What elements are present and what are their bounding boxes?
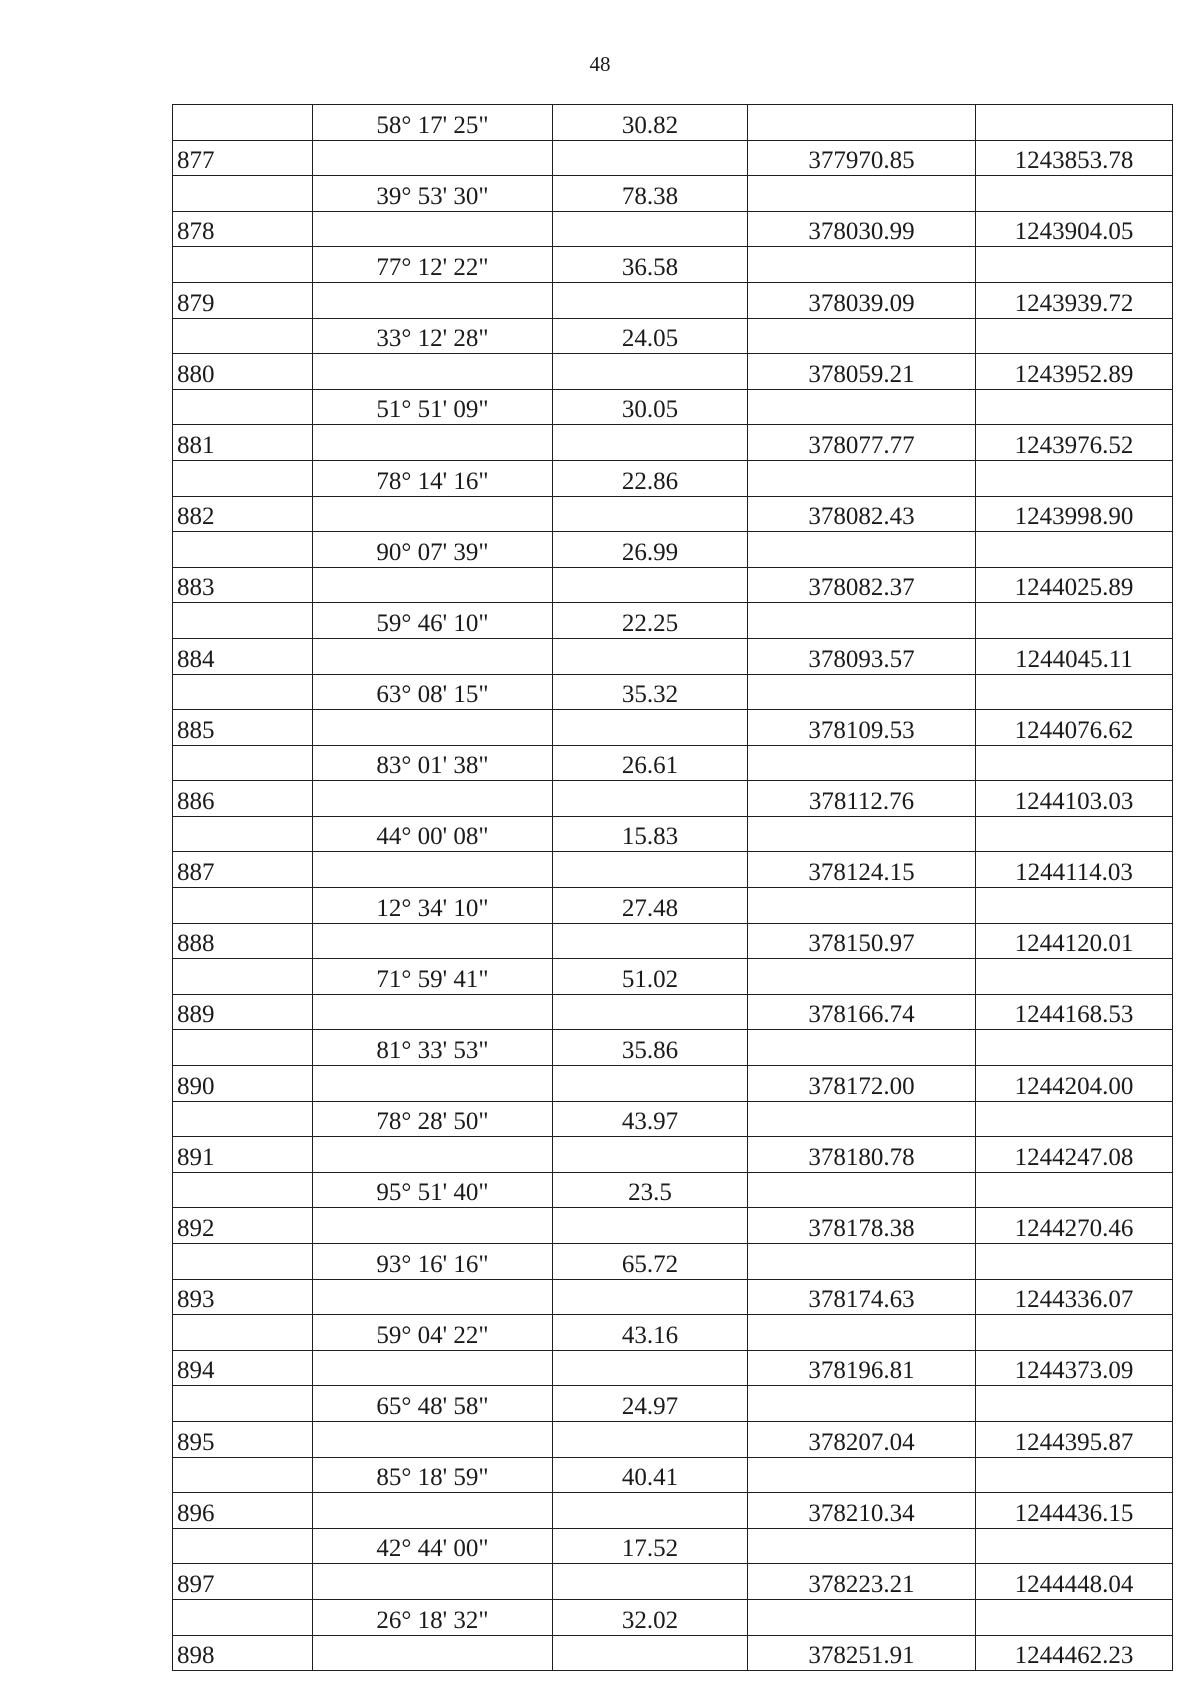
northing-cell: [976, 532, 1173, 568]
easting-cell: 378030.99: [748, 211, 976, 247]
easting-cell: 378082.37: [748, 567, 976, 603]
station-cell: [173, 1244, 313, 1280]
northing-cell: 1244025.89: [976, 567, 1173, 603]
bearing-angle-cell: 42° 44' 00": [313, 1528, 553, 1564]
northing-cell: [976, 1315, 1173, 1351]
distance-cell: 43.16: [553, 1315, 748, 1351]
bearing-angle-cell: [313, 781, 553, 817]
easting-cell: [748, 674, 976, 710]
leg-row: [173, 603, 1173, 639]
leg-row: [173, 959, 1173, 995]
northing-cell: [976, 1030, 1173, 1066]
northing-cell: 1244436.15: [976, 1493, 1173, 1529]
station-row: [173, 1208, 1173, 1244]
distance-cell: [553, 354, 748, 390]
bearing-angle-cell: 58° 17' 25": [313, 105, 553, 141]
easting-cell: [748, 532, 976, 568]
distance-cell: [553, 781, 748, 817]
distance-cell: 24.05: [553, 318, 748, 354]
leg-row: [173, 1528, 1173, 1564]
station-row: [173, 1493, 1173, 1529]
bearing-angle-cell: 90° 07' 39": [313, 532, 553, 568]
northing-cell: [976, 959, 1173, 995]
bearing-angle-cell: 59° 04' 22": [313, 1315, 553, 1351]
northing-cell: 1244336.07: [976, 1279, 1173, 1315]
survey-coordinates-table: [172, 104, 1173, 1671]
easting-cell: [748, 959, 976, 995]
distance-cell: 32.02: [553, 1599, 748, 1635]
northing-cell: 1243952.89: [976, 354, 1173, 390]
bearing-angle-cell: [313, 852, 553, 888]
northing-cell: 1244204.00: [976, 1066, 1173, 1102]
easting-cell: 378059.21: [748, 354, 976, 390]
bearing-angle-cell: [313, 1421, 553, 1457]
distance-cell: 26.61: [553, 745, 748, 781]
bearing-angle-cell: [313, 994, 553, 1030]
station-row: [173, 638, 1173, 674]
distance-cell: [553, 1493, 748, 1529]
northing-cell: 1243904.05: [976, 211, 1173, 247]
station-cell: 897: [173, 1564, 313, 1600]
leg-row: [173, 247, 1173, 283]
easting-cell: [748, 1386, 976, 1422]
station-cell: 882: [173, 496, 313, 532]
station-cell: [173, 816, 313, 852]
northing-cell: 1243853.78: [976, 140, 1173, 176]
station-cell: 881: [173, 425, 313, 461]
easting-cell: [748, 318, 976, 354]
distance-cell: [553, 1421, 748, 1457]
easting-cell: [748, 1244, 976, 1280]
distance-cell: 23.5: [553, 1172, 748, 1208]
bearing-angle-cell: [313, 1350, 553, 1386]
station-cell: [173, 888, 313, 924]
station-row: [173, 496, 1173, 532]
distance-cell: [553, 140, 748, 176]
bearing-angle-cell: [313, 710, 553, 746]
station-cell: [173, 1457, 313, 1493]
station-cell: 898: [173, 1635, 313, 1671]
easting-cell: 378109.53: [748, 710, 976, 746]
northing-cell: [976, 105, 1173, 141]
leg-row: [173, 460, 1173, 496]
station-cell: [173, 247, 313, 283]
station-row: [173, 140, 1173, 176]
station-cell: 888: [173, 923, 313, 959]
leg-row: [173, 674, 1173, 710]
easting-cell: 377970.85: [748, 140, 976, 176]
northing-cell: 1244076.62: [976, 710, 1173, 746]
leg-row: [173, 1172, 1173, 1208]
easting-cell: [748, 1457, 976, 1493]
bearing-angle-cell: [313, 1066, 553, 1102]
station-cell: [173, 532, 313, 568]
distance-cell: [553, 852, 748, 888]
station-cell: [173, 1315, 313, 1351]
distance-cell: [553, 567, 748, 603]
distance-cell: [553, 1635, 748, 1671]
station-cell: [173, 1172, 313, 1208]
station-cell: [173, 1101, 313, 1137]
distance-cell: 43.97: [553, 1101, 748, 1137]
bearing-angle-cell: [313, 1137, 553, 1173]
distance-cell: [553, 211, 748, 247]
bearing-angle-cell: 26° 18' 32": [313, 1599, 553, 1635]
station-cell: 884: [173, 638, 313, 674]
northing-cell: 1244270.46: [976, 1208, 1173, 1244]
station-cell: [173, 603, 313, 639]
distance-cell: 30.82: [553, 105, 748, 141]
station-row: [173, 1066, 1173, 1102]
northing-cell: [976, 460, 1173, 496]
station-row: [173, 852, 1173, 888]
station-cell: [173, 674, 313, 710]
bearing-angle-cell: 78° 14' 16": [313, 460, 553, 496]
easting-cell: 378150.97: [748, 923, 976, 959]
northing-cell: 1244120.01: [976, 923, 1173, 959]
bearing-angle-cell: [313, 140, 553, 176]
northing-cell: [976, 888, 1173, 924]
northing-cell: [976, 389, 1173, 425]
easting-cell: [748, 1599, 976, 1635]
station-row: [173, 1137, 1173, 1173]
northing-cell: 1244114.03: [976, 852, 1173, 888]
distance-cell: [553, 994, 748, 1030]
easting-cell: 378124.15: [748, 852, 976, 888]
station-cell: [173, 959, 313, 995]
easting-cell: [748, 105, 976, 141]
northing-cell: 1244247.08: [976, 1137, 1173, 1173]
easting-cell: 378251.91: [748, 1635, 976, 1671]
leg-row: [173, 1244, 1173, 1280]
leg-row: [173, 532, 1173, 568]
station-cell: 889: [173, 994, 313, 1030]
bearing-angle-cell: [313, 1208, 553, 1244]
easting-cell: [748, 603, 976, 639]
station-cell: [173, 389, 313, 425]
bearing-angle-cell: 93° 16' 16": [313, 1244, 553, 1280]
leg-row: [173, 1457, 1173, 1493]
station-cell: 877: [173, 140, 313, 176]
northing-cell: 1244168.53: [976, 994, 1173, 1030]
station-cell: 891: [173, 1137, 313, 1173]
distance-cell: [553, 1137, 748, 1173]
northing-cell: 1243998.90: [976, 496, 1173, 532]
leg-row: [173, 1315, 1173, 1351]
bearing-angle-cell: [313, 567, 553, 603]
station-cell: [173, 318, 313, 354]
easting-cell: 378180.78: [748, 1137, 976, 1173]
station-cell: 885: [173, 710, 313, 746]
page-number: 48: [589, 52, 611, 76]
easting-cell: 378172.00: [748, 1066, 976, 1102]
leg-row: [173, 1101, 1173, 1137]
easting-cell: [748, 1172, 976, 1208]
easting-cell: [748, 1315, 976, 1351]
northing-cell: [976, 816, 1173, 852]
bearing-angle-cell: 95° 51' 40": [313, 1172, 553, 1208]
easting-cell: [748, 888, 976, 924]
station-cell: 896: [173, 1493, 313, 1529]
distance-cell: [553, 282, 748, 318]
easting-cell: 378210.34: [748, 1493, 976, 1529]
easting-cell: [748, 745, 976, 781]
leg-row: [173, 888, 1173, 924]
distance-cell: 36.58: [553, 247, 748, 283]
table-body: [173, 105, 1173, 1671]
station-row: [173, 781, 1173, 817]
station-cell: [173, 1030, 313, 1066]
northing-cell: [976, 674, 1173, 710]
northing-cell: [976, 1528, 1173, 1564]
distance-cell: 65.72: [553, 1244, 748, 1280]
distance-cell: 51.02: [553, 959, 748, 995]
easting-cell: [748, 1101, 976, 1137]
northing-cell: [976, 247, 1173, 283]
station-cell: 895: [173, 1421, 313, 1457]
northing-cell: [976, 745, 1173, 781]
northing-cell: 1243939.72: [976, 282, 1173, 318]
northing-cell: [976, 1386, 1173, 1422]
bearing-angle-cell: 78° 28' 50": [313, 1101, 553, 1137]
distance-cell: 22.86: [553, 460, 748, 496]
bearing-angle-cell: 51° 51' 09": [313, 389, 553, 425]
northing-cell: [976, 318, 1173, 354]
easting-cell: 378178.38: [748, 1208, 976, 1244]
northing-cell: [976, 176, 1173, 212]
bearing-angle-cell: [313, 496, 553, 532]
station-cell: 887: [173, 852, 313, 888]
bearing-angle-cell: 12° 34' 10": [313, 888, 553, 924]
northing-cell: 1244395.87: [976, 1421, 1173, 1457]
distance-cell: [553, 1208, 748, 1244]
bearing-angle-cell: [313, 1564, 553, 1600]
station-cell: 883: [173, 567, 313, 603]
leg-row: [173, 1599, 1173, 1635]
station-cell: [173, 1599, 313, 1635]
distance-cell: [553, 1279, 748, 1315]
northing-cell: [976, 1172, 1173, 1208]
easting-cell: [748, 176, 976, 212]
leg-row: [173, 105, 1173, 141]
station-row: [173, 994, 1173, 1030]
station-row: [173, 710, 1173, 746]
distance-cell: [553, 1066, 748, 1102]
bearing-angle-cell: [313, 211, 553, 247]
distance-cell: 15.83: [553, 816, 748, 852]
station-row: [173, 1421, 1173, 1457]
northing-cell: 1244045.11: [976, 638, 1173, 674]
bearing-angle-cell: [313, 1635, 553, 1671]
leg-row: [173, 1386, 1173, 1422]
distance-cell: 24.97: [553, 1386, 748, 1422]
bearing-angle-cell: 65° 48' 58": [313, 1386, 553, 1422]
bearing-angle-cell: [313, 354, 553, 390]
bearing-angle-cell: 83° 01' 38": [313, 745, 553, 781]
bearing-angle-cell: [313, 282, 553, 318]
station-cell: [173, 1386, 313, 1422]
station-cell: 886: [173, 781, 313, 817]
northing-cell: 1244448.04: [976, 1564, 1173, 1600]
leg-row: [173, 176, 1173, 212]
station-row: [173, 1350, 1173, 1386]
northing-cell: [976, 603, 1173, 639]
easting-cell: 378112.76: [748, 781, 976, 817]
distance-cell: 22.25: [553, 603, 748, 639]
easting-cell: [748, 389, 976, 425]
northing-cell: [976, 1457, 1173, 1493]
distance-cell: [553, 923, 748, 959]
bearing-angle-cell: 59° 46' 10": [313, 603, 553, 639]
leg-row: [173, 1030, 1173, 1066]
station-cell: 878: [173, 211, 313, 247]
northing-cell: 1244462.23: [976, 1635, 1173, 1671]
distance-cell: 78.38: [553, 176, 748, 212]
northing-cell: [976, 1101, 1173, 1137]
station-row: [173, 1635, 1173, 1671]
easting-cell: 378207.04: [748, 1421, 976, 1457]
bearing-angle-cell: [313, 1493, 553, 1529]
easting-cell: 378196.81: [748, 1350, 976, 1386]
distance-cell: 40.41: [553, 1457, 748, 1493]
distance-cell: 27.48: [553, 888, 748, 924]
easting-cell: [748, 1030, 976, 1066]
station-cell: [173, 176, 313, 212]
northing-cell: 1243976.52: [976, 425, 1173, 461]
leg-row: [173, 745, 1173, 781]
easting-cell: 378077.77: [748, 425, 976, 461]
station-row: [173, 282, 1173, 318]
station-cell: [173, 1528, 313, 1564]
easting-cell: 378174.63: [748, 1279, 976, 1315]
bearing-angle-cell: [313, 1279, 553, 1315]
station-row: [173, 1564, 1173, 1600]
distance-cell: 30.05: [553, 389, 748, 425]
station-row: [173, 923, 1173, 959]
leg-row: [173, 816, 1173, 852]
bearing-angle-cell: 44° 00' 08": [313, 816, 553, 852]
northing-cell: [976, 1244, 1173, 1280]
easting-cell: [748, 247, 976, 283]
bearing-angle-cell: 71° 59' 41": [313, 959, 553, 995]
distance-cell: [553, 710, 748, 746]
station-row: [173, 1279, 1173, 1315]
distance-cell: [553, 425, 748, 461]
station-cell: 890: [173, 1066, 313, 1102]
bearing-angle-cell: [313, 638, 553, 674]
station-cell: 879: [173, 282, 313, 318]
station-cell: [173, 460, 313, 496]
station-row: [173, 211, 1173, 247]
northing-cell: 1244103.03: [976, 781, 1173, 817]
leg-row: [173, 318, 1173, 354]
bearing-angle-cell: 85° 18' 59": [313, 1457, 553, 1493]
station-cell: 893: [173, 1279, 313, 1315]
northing-cell: 1244373.09: [976, 1350, 1173, 1386]
distance-cell: [553, 496, 748, 532]
bearing-angle-cell: 39° 53' 30": [313, 176, 553, 212]
bearing-angle-cell: 63° 08' 15": [313, 674, 553, 710]
station-cell: 892: [173, 1208, 313, 1244]
distance-cell: [553, 1564, 748, 1600]
station-cell: 894: [173, 1350, 313, 1386]
distance-cell: 26.99: [553, 532, 748, 568]
easting-cell: [748, 460, 976, 496]
bearing-angle-cell: 81° 33' 53": [313, 1030, 553, 1066]
distance-cell: 35.32: [553, 674, 748, 710]
bearing-angle-cell: [313, 923, 553, 959]
easting-cell: 378223.21: [748, 1564, 976, 1600]
station-row: [173, 425, 1173, 461]
station-row: [173, 567, 1173, 603]
easting-cell: 378082.43: [748, 496, 976, 532]
distance-cell: 17.52: [553, 1528, 748, 1564]
station-cell: [173, 745, 313, 781]
bearing-angle-cell: [313, 425, 553, 461]
station-row: [173, 354, 1173, 390]
northing-cell: [976, 1599, 1173, 1635]
easting-cell: 378039.09: [748, 282, 976, 318]
leg-row: [173, 389, 1173, 425]
station-cell: [173, 105, 313, 141]
easting-cell: 378166.74: [748, 994, 976, 1030]
easting-cell: [748, 816, 976, 852]
station-cell: 880: [173, 354, 313, 390]
distance-cell: [553, 638, 748, 674]
easting-cell: 378093.57: [748, 638, 976, 674]
easting-cell: [748, 1528, 976, 1564]
bearing-angle-cell: 33° 12' 28": [313, 318, 553, 354]
distance-cell: [553, 1350, 748, 1386]
bearing-angle-cell: 77° 12' 22": [313, 247, 553, 283]
distance-cell: 35.86: [553, 1030, 748, 1066]
